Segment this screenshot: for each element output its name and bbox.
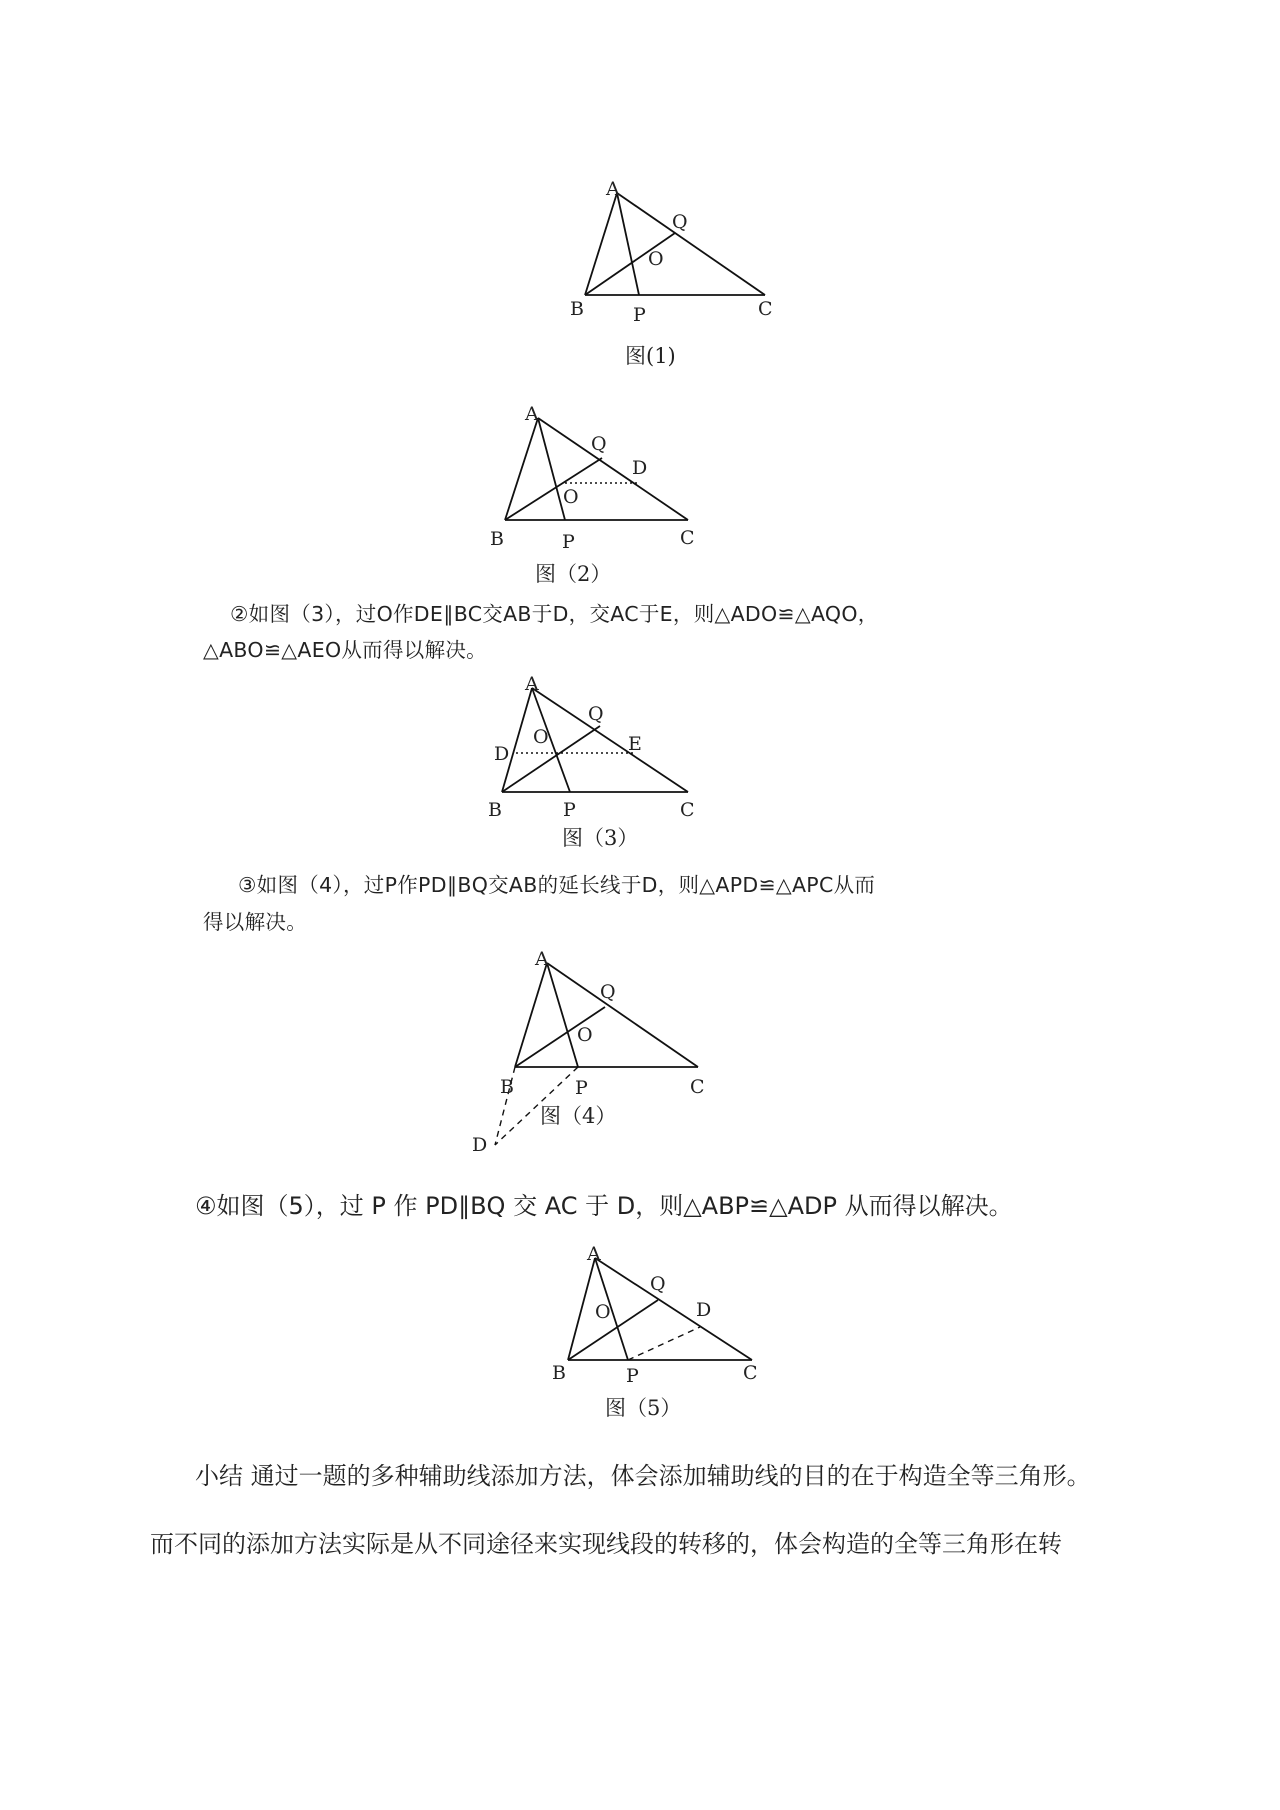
figure-4-caption: 图（4） [540, 1104, 617, 1128]
label-c: C [743, 1362, 758, 1384]
summary-line-2: 而不同的添加方法实际是从不同途径来实现线段的转移的，体会构造的全等三角形在转 [150, 1530, 1062, 1558]
label-q: Q [600, 981, 616, 1003]
segment-bq [505, 458, 602, 520]
side-ac [532, 688, 688, 792]
segment-bq [502, 726, 600, 792]
label-o: O [577, 1024, 593, 1046]
dashed-pd [628, 1327, 700, 1360]
label-q: Q [588, 703, 604, 725]
label-a: A [606, 178, 620, 200]
figure-1-caption: 图(1) [625, 344, 676, 368]
method-4-line: ④如图（5），过 P 作 PD∥BQ 交 AC 于 D，则△ABP≌△ADP 从而得以解决。 [195, 1192, 1013, 1220]
figure-5-caption: 图（5） [605, 1396, 682, 1420]
side-ab [515, 963, 547, 1067]
segment-ap [547, 963, 578, 1067]
side-ab [505, 418, 538, 520]
label-p: P [563, 799, 576, 821]
label-a: A [525, 673, 539, 695]
method-3-line-2: 得以解决。 [203, 910, 307, 934]
label-c: C [690, 1076, 705, 1098]
label-c: C [680, 799, 695, 821]
side-ac [595, 1258, 752, 1360]
method-2-line-2: △ABO≌△AEO从而得以解决。 [203, 638, 487, 662]
label-b: B [552, 1362, 566, 1384]
label-q: Q [591, 433, 607, 455]
label-p: P [575, 1077, 588, 1099]
side-ab [502, 688, 532, 792]
side-ac [547, 963, 698, 1067]
label-o: O [648, 248, 664, 270]
label-b: B [488, 799, 502, 821]
segment-ap [617, 193, 639, 295]
method-3-line-1: ③如图（4），过P作PD∥BQ交AB的延长线于D，则△APD≌△APC从而 [238, 873, 876, 897]
figure-2-diagram [485, 400, 725, 560]
side-ab [585, 193, 617, 295]
label-c: C [758, 298, 773, 320]
label-a: A [525, 403, 539, 425]
figure-1-diagram [560, 175, 800, 335]
figure-5 [540, 1240, 780, 1400]
label-o: O [533, 726, 549, 748]
figure-5-diagram [540, 1240, 780, 1400]
label-d: D [494, 743, 510, 765]
label-a: A [535, 948, 549, 970]
figure-3 [480, 670, 720, 830]
label-q: Q [672, 211, 688, 233]
figure-3-caption: 图（3） [562, 826, 639, 850]
label-o: O [595, 1301, 611, 1323]
label-a: A [587, 1243, 601, 1265]
label-b: B [570, 298, 584, 320]
label-e: E [628, 733, 642, 755]
side-ac [617, 193, 765, 295]
label-c: C [680, 527, 695, 549]
figure-1 [560, 175, 800, 335]
figure-3-diagram [480, 670, 720, 830]
label-o: O [563, 486, 579, 508]
method-2-line-1: ②如图（3），过O作DE∥BC交AB于D，交AC于E，则△ADO≌△AQO， [230, 602, 879, 626]
label-p: P [562, 531, 575, 553]
figure-2 [485, 400, 725, 560]
label-p: P [633, 304, 646, 326]
label-p: P [626, 1365, 639, 1387]
label-d: D [472, 1134, 488, 1156]
label-d: D [696, 1299, 712, 1321]
label-d: D [632, 457, 648, 479]
figure-2-caption: 图（2） [535, 562, 612, 586]
summary-line-1: 小结 通过一题的多种辅助线添加方法，体会添加辅助线的目的在于构造全等三角形。 [195, 1462, 1091, 1490]
label-q: Q [650, 1273, 666, 1295]
label-b: B [490, 528, 504, 550]
label-b: B [500, 1076, 514, 1098]
